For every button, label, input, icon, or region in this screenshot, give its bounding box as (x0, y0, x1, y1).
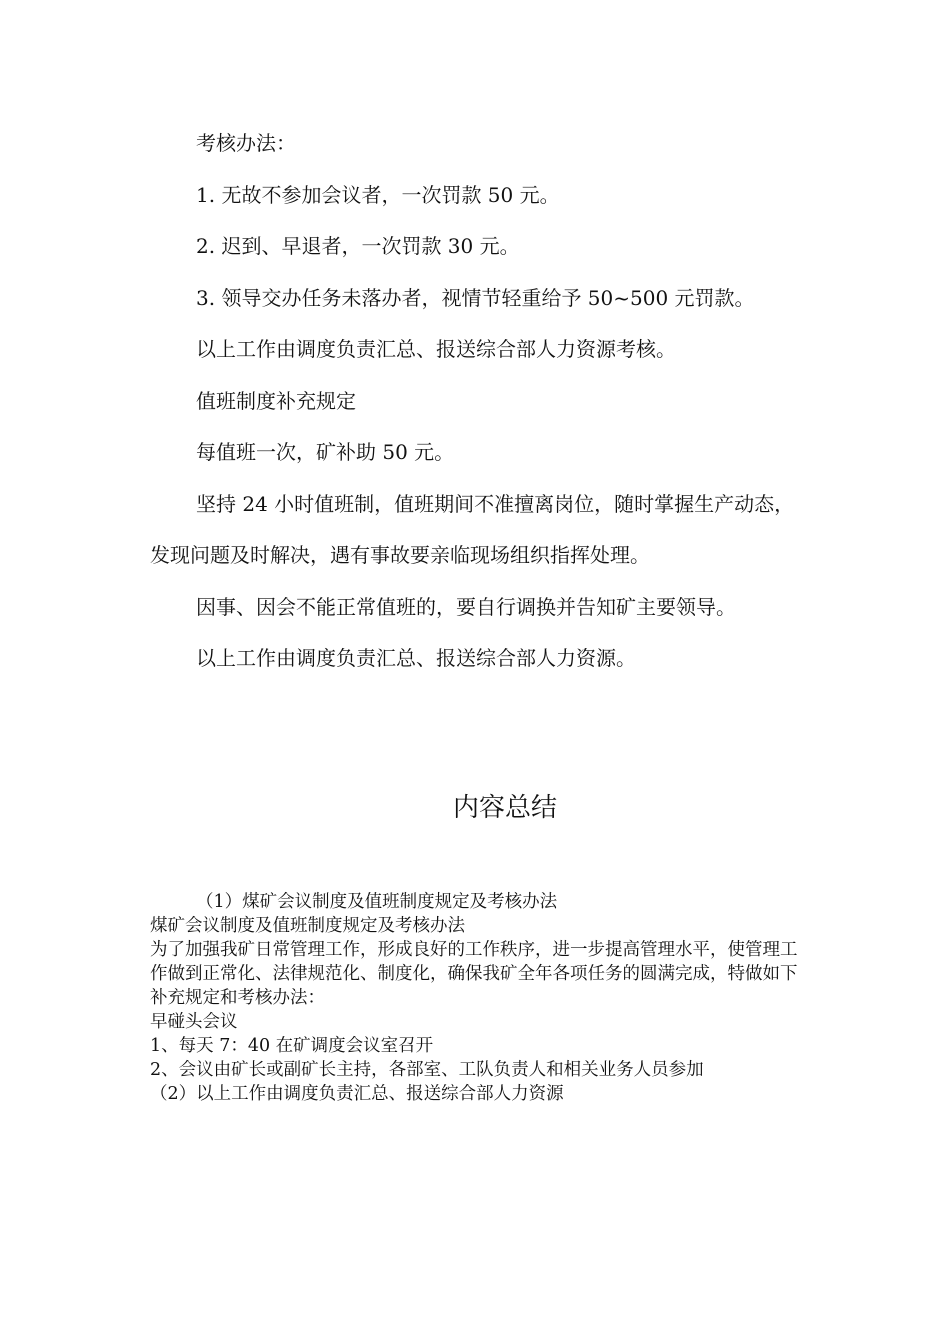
summary-line: 2、会议由矿长或副矿长主持，各部室、工队负责人和相关业务人员参加 (150, 1060, 704, 1080)
summary-line: （1）煤矿会议制度及值班制度规定及考核办法 (196, 892, 558, 912)
paragraph-duty-allowance: 每值班一次，矿补助 50 元。 (196, 440, 455, 464)
paragraph-rule-1: 1. 无故不参加会议者，一次罚款 50 元。 (196, 182, 560, 207)
paragraph-duty-rules: 坚持 24 小时值班制，值班期间不准擅离岗位，随时掌握生产动态，发现问题及时解决，遇有事故要亲临现场组织指挥处理。 (150, 491, 795, 567)
summary-line: （2）以上工作由调度负责汇总、报送综合部人力资源 (150, 1084, 564, 1104)
summary-line: 煤矿会议制度及值班制度规定及考核办法 (150, 916, 465, 936)
body-text (150, 118, 810, 685)
summary-title: 内容总结 (452, 793, 557, 823)
paragraph-duty-report: 以上工作由调度负责汇总、报送综合部人力资源。 (196, 646, 636, 670)
paragraph-assessment-heading: 考核办法： (196, 131, 296, 155)
paragraph-rule-2: 2. 迟到、早退者，一次罚款 30 元。 (196, 234, 520, 258)
paragraph-duty-heading: 值班制度补充规定 (196, 388, 356, 413)
summary-line: 1、每天 7：40 在矿调度会议室召开 (150, 1036, 434, 1056)
summary-line: 为了加强我矿日常管理工作，形成良好的工作秩序，进一步提高管理水平，使管理工作做到正常化、法律规范化、制度化，确保我矿全年各项任务的圆满完成，特做如下补充规定和考核办法： (150, 940, 798, 1008)
paragraph-duty-swap: 因事、因会不能正常值班的，要自行调换并告知矿主要领导。 (196, 594, 736, 619)
summary-line: 早碰头会议 (150, 1012, 238, 1032)
summary-text (150, 890, 800, 1106)
paragraph-report-note: 以上工作由调度负责汇总、报送综合部人力资源考核。 (196, 337, 676, 361)
paragraph-rule-3: 3. 领导交办任务未落办者，视情节轻重给予 50~500 元罚款。 (196, 285, 755, 310)
